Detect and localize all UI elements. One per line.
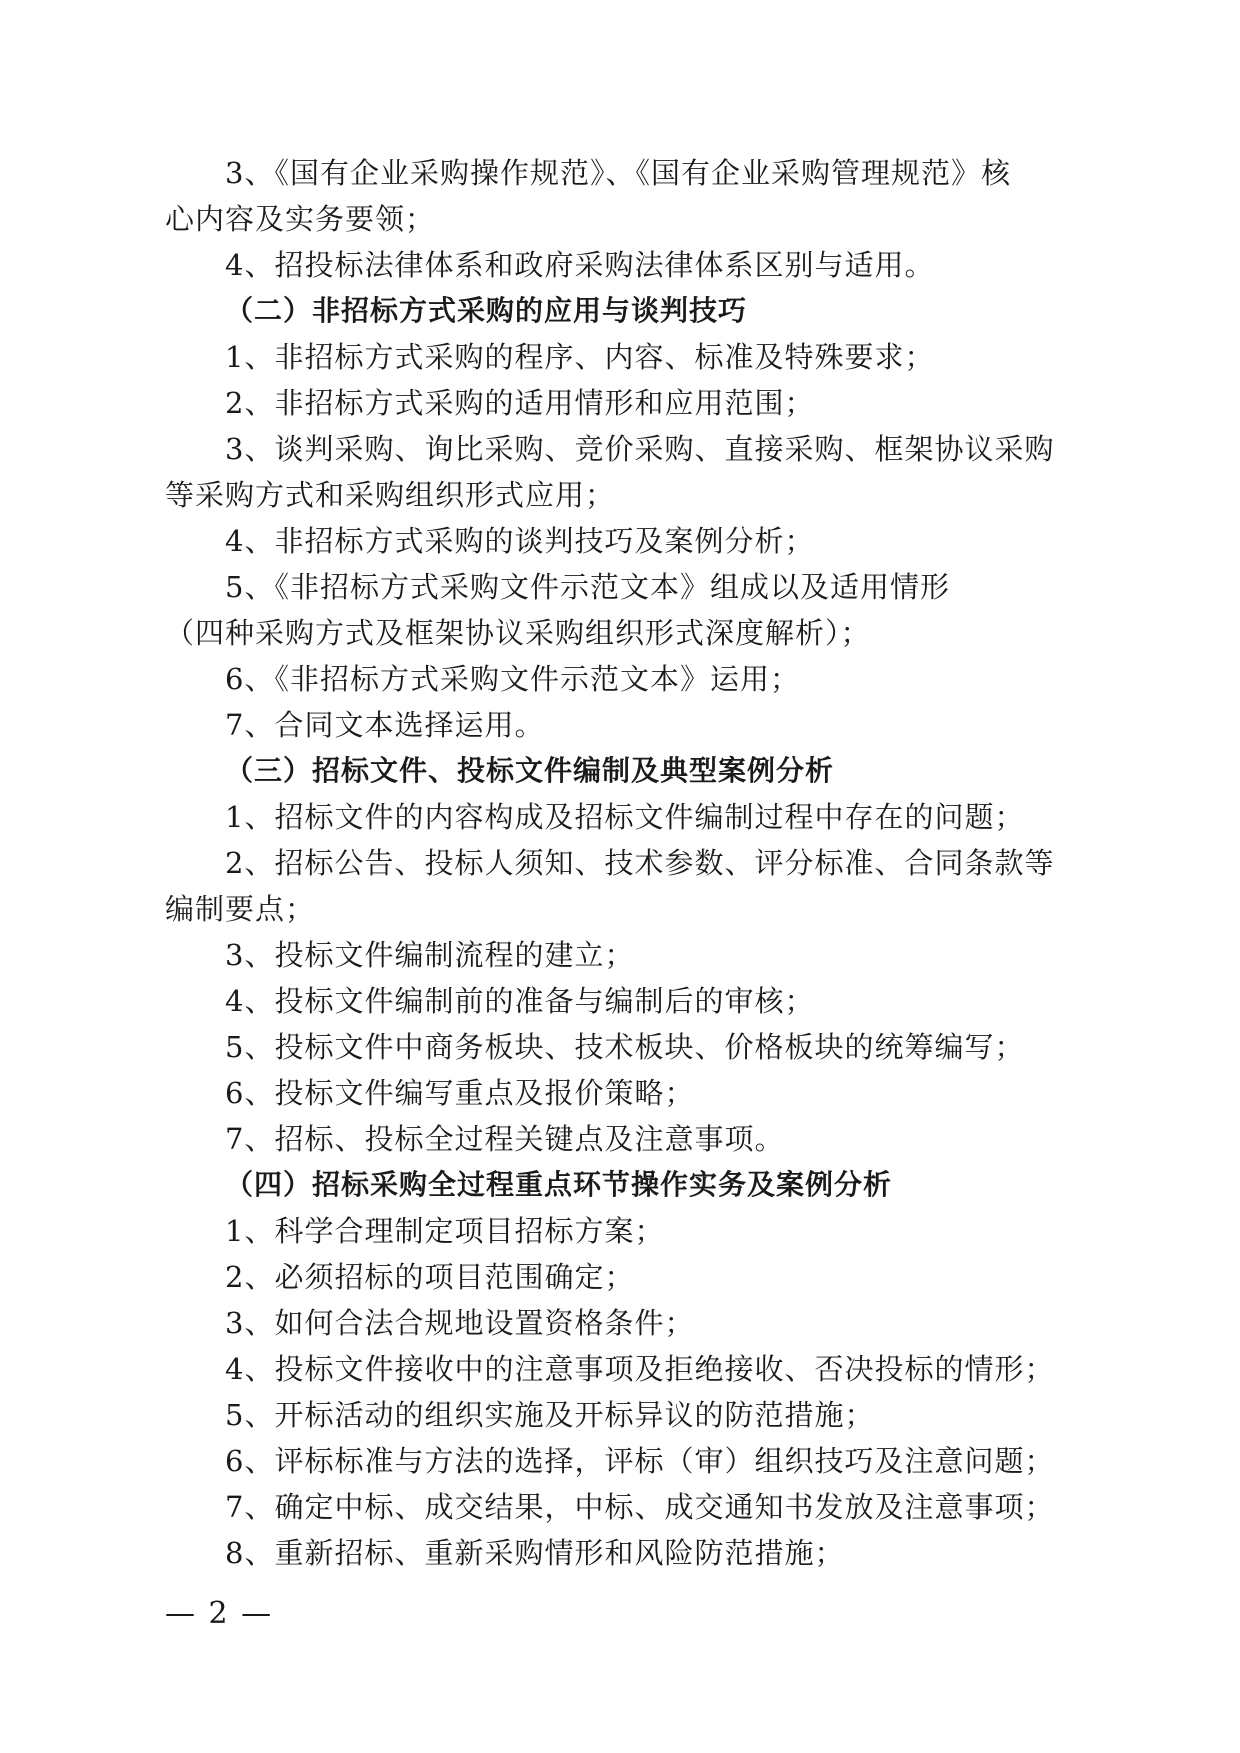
list-item-continuation: 编制要点；: [165, 892, 316, 926]
section-heading: （三）招标文件、投标文件编制及典型案例分析: [225, 754, 835, 787]
list-item: 1、科学合理制定项目招标方案；: [225, 1214, 665, 1248]
page-number: — 2 —: [165, 1596, 274, 1631]
list-item: 6、评标标准与方法的选择，评标（审）组织技巧及注意问题；: [225, 1444, 1055, 1478]
document-body: [165, 150, 1095, 1576]
list-item: 7、确定中标、成交结果，中标、成交通知书发放及注意事项；: [225, 1490, 1055, 1524]
list-item: 5、开标活动的组织实施及开标异议的防范措施；: [225, 1398, 875, 1432]
list-item: 7、合同文本选择运用。: [225, 708, 545, 742]
list-item-continuation: 心内容及实务要领；: [165, 202, 436, 236]
list-item: 4、投标文件接收中的注意事项及拒绝接收、否决投标的情形；: [225, 1352, 1055, 1386]
list-item: 5、《非招标方式采购文件示范文本》组成以及适用情形: [225, 570, 950, 604]
list-item: 5、投标文件中商务板块、技术板块、价格板块的统筹编写；: [225, 1030, 1025, 1064]
list-item: 2、必须招标的项目范围确定；: [225, 1260, 635, 1294]
list-item: 1、招标文件的内容构成及招标文件编制过程中存在的问题；: [225, 800, 1025, 834]
list-item: 7、招标、投标全过程关键点及注意事项。: [225, 1122, 785, 1156]
list-item: 8、重新招标、重新采购情形和风险防范措施；: [225, 1536, 845, 1570]
list-item: 3、《国有企业采购操作规范》、《国有企业采购管理规范》核: [225, 156, 1011, 190]
list-item: 4、投标文件编制前的准备与编制后的审核；: [225, 984, 815, 1018]
list-item: 2、招标公告、投标人须知、技术参数、评分标准、合同条款等: [225, 846, 1055, 880]
list-item: 3、投标文件编制流程的建立；: [225, 938, 635, 972]
list-item-continuation: （四种采购方式及框架协议采购组织形式深度解析）；: [165, 616, 871, 650]
list-item: 3、如何合法合规地设置资格条件；: [225, 1306, 695, 1340]
list-item: 2、非招标方式采购的适用情形和应用范围；: [225, 386, 815, 420]
list-item-continuation: 等采购方式和采购组织形式应用；: [165, 478, 616, 512]
section-heading: （四）招标采购全过程重点环节操作实务及案例分析: [225, 1168, 893, 1201]
list-item: 6、《非招标方式采购文件示范文本》运用；: [225, 662, 800, 696]
list-item: 3、谈判采购、询比采购、竞价采购、直接采购、框架协议采购: [225, 432, 1055, 466]
list-item: 1、非招标方式采购的程序、内容、标准及特殊要求；: [225, 340, 935, 374]
section-heading: （二）非招标方式采购的应用与谈判技巧: [225, 294, 748, 327]
list-item: 6、投标文件编写重点及报价策略；: [225, 1076, 695, 1110]
list-item: 4、非招标方式采购的谈判技巧及案例分析；: [225, 524, 815, 558]
list-item: 4、招投标法律体系和政府采购法律体系区别与适用。: [225, 248, 935, 282]
